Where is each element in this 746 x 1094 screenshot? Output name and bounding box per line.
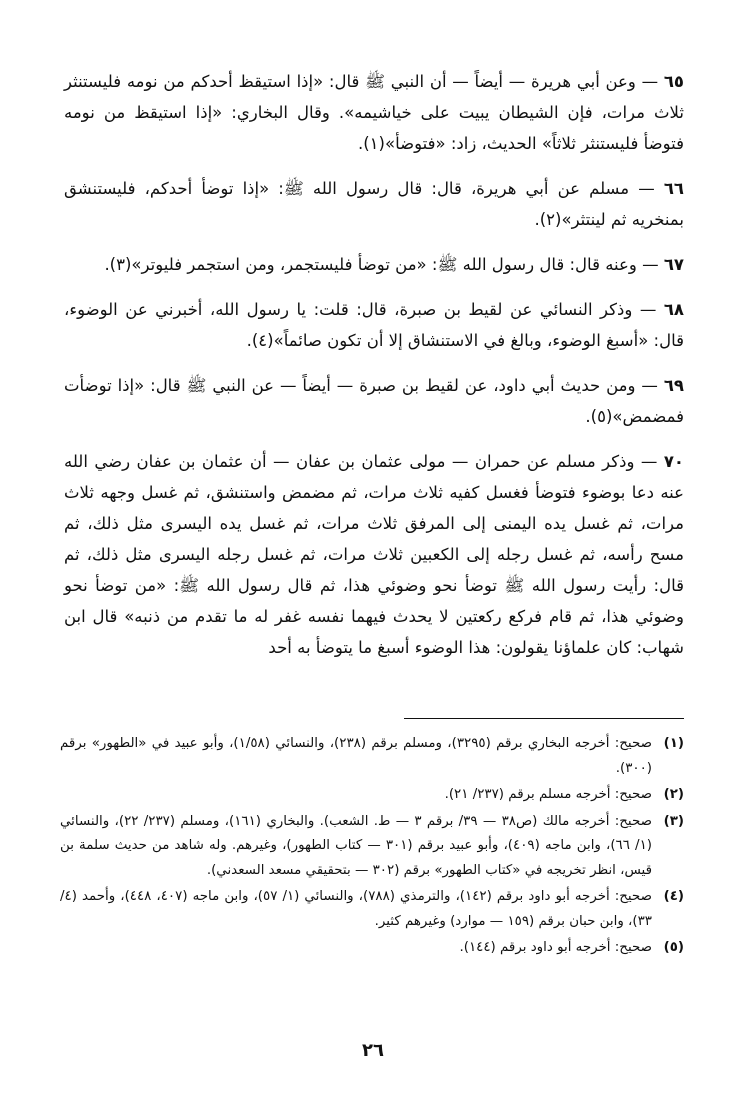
footnote-number: (٤) xyxy=(663,889,684,904)
hadith-text: — مسلم عن أبي هريرة، قال: قال رسول الله ﷺ: «إذا توضأ أحدكم، فليستنشق بمنخريه ثم لينتثر»(٢). xyxy=(64,179,684,229)
hadith-text: — وذكر مسلم عن حمران — مولى عثمان بن عفان — أن عثمان بن عفان رضي الله عنه دعا بوضوء فتوضأ فغسل كفيه ثلاث مرات، ثم مضمض واستنشق، ثم غسل وجهه ثلاث مرات، ثم غسل يده اليمنى إلى المرفق ثلاث مرات، ثم غسل يده اليسرى مثل ذلك، ثم مسح رأسه، ثم غسل رجله إلى الكعبين ثلاث مرات، ثم غسل رجله اليسرى مثل ذلك، ثم قال: رأيت رسول الله ﷺ توضأ نحو وضوئي هذا، ثم قال رسول الله ﷺ: «من توضأ نحو وضوئي هذا، ثم قام فركع ركعتين لا يحدث فيهما نفسه غفر له ما تقدم من ذنبه» قال ابن شهاب: كان علماؤنا يقولون: هذا الوضوء أسبغ ما يتوضأ به أحد xyxy=(64,452,684,657)
footnote-2 xyxy=(60,783,684,808)
footnote-text: صحيح: أخرجه مالك (ص٣٨ — ٣٩/ برقم ٣ — ط. الشعب). والبخاري (١٦١)، ومسلم (٢٣٧/ ٢٢)، والنسائي (١/ ٦٦)، وابن ماجه (٤٠٩)، وأبو عبيد برقم (٣٠١ — كتاب الطهور)، وغيرهم. وله شاهد من حديث سلمة بن قيس، انظر تخريجه في «كتاب الطهور» برقم (٣٠٢ — بتحقيقي مسعد السعدني). xyxy=(60,813,653,878)
hadith-text: — ومن حديث أبي داود، عن لقيط بن صبرة — أيضاً — عن النبي ﷺ قال: «إذا توضأت فمضمض»(٥). xyxy=(64,376,684,426)
footnote-text: صحيح: أخرجه أبو داود برقم (١٤٢)، والترمذي (٧٨٨)، والنسائي (١/ ٥٧)، وابن ماجه (٤٠٧، ٤٤٨)، وأحمد (٤/ ٣٣)، وابن حبان برقم (١٥٩ — موارد) وغيرهم كثير. xyxy=(60,889,652,929)
footnote-5 xyxy=(60,936,684,961)
hadith-66 xyxy=(64,173,684,235)
hadith-70 xyxy=(64,446,684,663)
footnote-number: (٣) xyxy=(663,813,684,829)
hadith-text: — وعن أبي هريرة — أيضاً — أن النبي ﷺ قال: «إذا استيقظ أحدكم من نومه فليستنثر ثلاث مرات، فإن الشيطان يبيت على خياشيمه». وقال البخاري: «إذا استيقظ من نومه فتوضأ فليستنثر ثلاثاً» الحديث، زاد: «فتوضأ»(١). xyxy=(64,72,684,153)
footnote-4 xyxy=(60,885,684,934)
page-number: ٢٦ xyxy=(362,1040,384,1061)
footnote-text: صحيح: أخرجه البخاري برقم (٣٢٩٥)، ومسلم برقم (٢٣٨)، والنسائي (١/٥٨)، وأبو عبيد في «الطهور» برقم (٣٠٠). xyxy=(60,736,652,776)
hadith-65 xyxy=(64,66,684,159)
hadith-number: ٧٠ xyxy=(663,452,684,471)
footnote-number: (٥) xyxy=(663,940,684,955)
hadith-text: — وذكر النسائي عن لقيط بن صبرة، قال: قلت: يا رسول الله، أخبرني عن الوضوء، قال: «أسبغ الوضوء، وبالغ في الاستنشاق إلا أن تكون صائماً»(٤). xyxy=(64,300,684,350)
hadith-68 xyxy=(64,294,684,356)
hadith-number: ٦٦ xyxy=(663,179,685,198)
hadith-text: — وعنه قال: قال رسول الله ﷺ: «من توضأ فليستجمر، ومن استجمر فليوتر»(٣). xyxy=(104,255,659,274)
footnote-number: (٢) xyxy=(663,787,684,802)
hadith-number: ٦٥ xyxy=(663,72,684,91)
main-text xyxy=(64,66,684,677)
hadith-67 xyxy=(64,249,684,280)
footnote-number: (١) xyxy=(663,736,684,751)
hadith-number: ٦٧ xyxy=(663,255,684,274)
footnote-text: صحيح: أخرجه أبو داود برقم (١٤٤). xyxy=(459,940,652,955)
hadith-number: ٦٨ xyxy=(663,300,684,319)
footnotes xyxy=(60,732,684,963)
footnote-text: صحيح: أخرجه مسلم برقم (٢٣٧/ ٢١). xyxy=(444,787,652,802)
footnote-1 xyxy=(60,732,684,781)
hadith-number: ٦٩ xyxy=(663,376,684,395)
footnote-3 xyxy=(60,810,684,884)
hadith-69 xyxy=(64,370,684,432)
footnote-divider xyxy=(404,718,684,719)
